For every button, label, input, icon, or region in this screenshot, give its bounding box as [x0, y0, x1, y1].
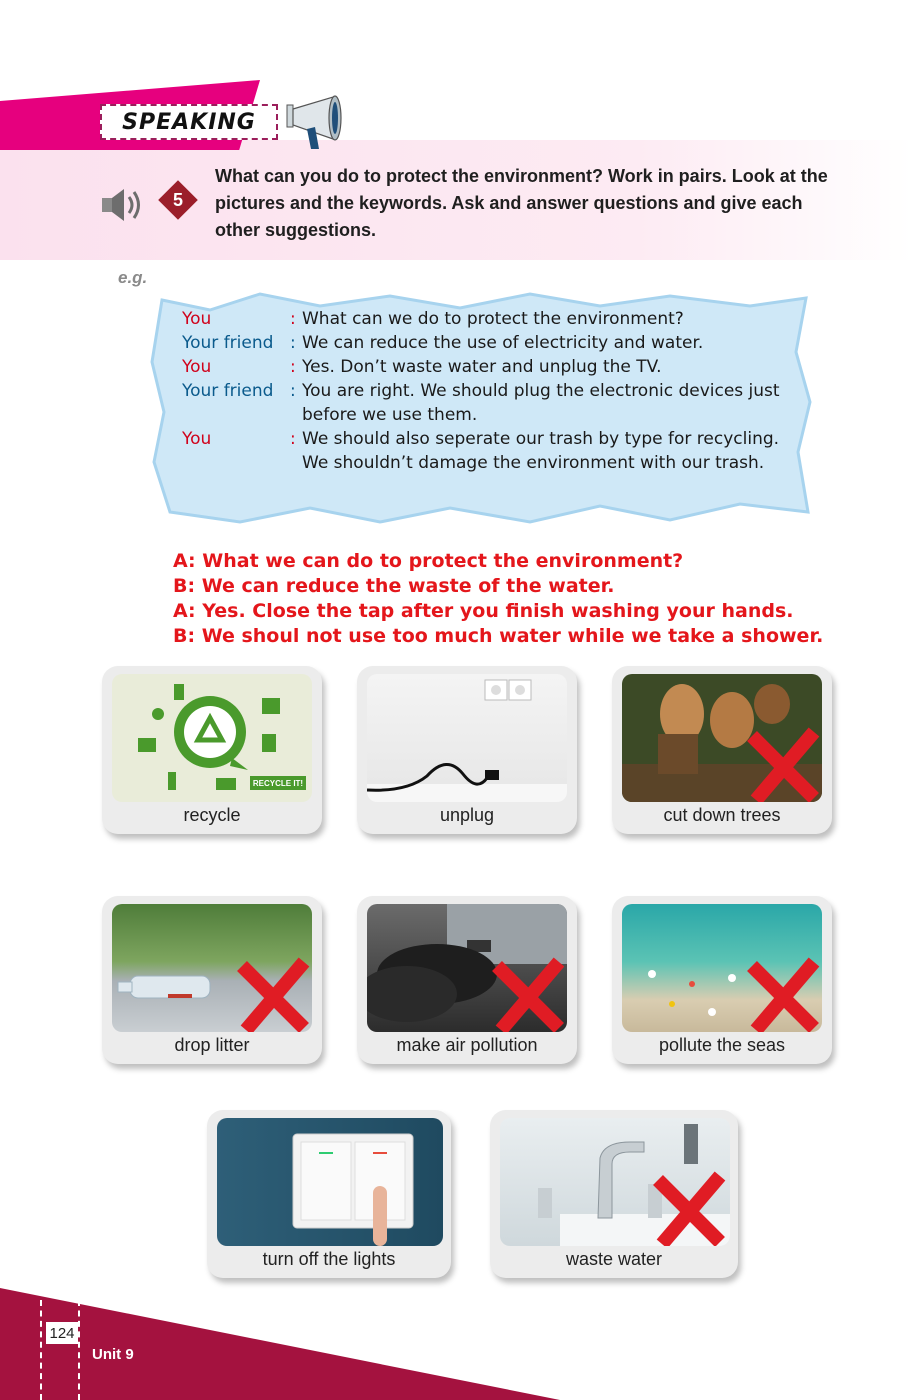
- card-caption: unplug: [439, 805, 495, 825]
- picture-card-turn-off-the-lights: [207, 1110, 451, 1278]
- cross-mark-icon: [744, 956, 822, 1032]
- footer-band: [0, 1288, 912, 1400]
- megaphone-icon: [285, 95, 355, 155]
- example-label: e.g.: [118, 268, 148, 287]
- picture-card-waste-water: [490, 1110, 738, 1278]
- card-caption: waste water: [565, 1249, 663, 1269]
- answer-line: B: We shoul not use too much water while we take a shower.: [173, 625, 824, 647]
- answer-line: A: What we can do to protect the environment?: [173, 550, 684, 572]
- picture-card-recycle: [102, 666, 322, 834]
- dialogue-line: Your friend : You are right. We should plug the electronic devices just before we use them.: [182, 379, 792, 427]
- page-number: 124: [46, 1322, 78, 1344]
- card-caption: cut down trees: [663, 805, 781, 825]
- card-caption: recycle: [183, 805, 241, 825]
- dialogue-line: You : What can we do to protect the environment?: [182, 307, 792, 331]
- card-caption: drop litter: [174, 1035, 250, 1055]
- dialogue-speaker: Your friend: [182, 381, 274, 401]
- exhaust-icon: [367, 904, 567, 1032]
- light-switch-icon: [217, 1118, 443, 1246]
- picture-card-cut-down-trees: [612, 666, 832, 834]
- exercise-number: 5: [172, 189, 183, 210]
- picture-card-make-air-pollution: [357, 896, 577, 1064]
- tree-stump-icon: [622, 674, 822, 802]
- dialogue-text: You are right. We should plug the electronic devices just before we use them.: [302, 381, 780, 425]
- sea-icon: [622, 904, 822, 1032]
- dialogue-speaker: Your friend: [182, 333, 274, 353]
- dialogue-line: You : We should also seperate our trash by type for recycling. We shouldn’t damage the environment with our trash.: [182, 427, 792, 475]
- dialogue-speaker: You: [182, 309, 212, 329]
- answer-line: B: We can reduce the waste of the water.: [173, 575, 615, 597]
- section-title: SPEAKING: [100, 104, 278, 140]
- dialogue-line: Your friend : We can reduce the use of electricity and water.: [182, 331, 792, 355]
- recycle-badge: RECYCLE IT!: [252, 779, 304, 788]
- dialogue-text: What can we do to protect the environment?: [302, 309, 684, 329]
- example-dialogue: [182, 307, 792, 475]
- card-caption: turn off the lights: [262, 1249, 396, 1269]
- picture-card-pollute-the-seas: [612, 896, 832, 1064]
- exercise-instruction: What can you do to protect the environment? Work in pairs. Look at the pictures and the keywords. Ask and answer questions and give each other suggestions.: [215, 166, 828, 240]
- answer-line: A: Yes. Close the tap after you finish washing your hands.: [173, 600, 794, 622]
- dialogue-text: We should also seperate our trash by type for recycling. We shouldn’t damage the environment with our trash.: [302, 429, 780, 473]
- student-answers: [173, 549, 893, 649]
- picture-card-drop-litter: [102, 896, 322, 1064]
- picture-card-unplug: [357, 666, 577, 834]
- dialogue-speaker: You: [182, 357, 212, 377]
- dialogue-speaker: You: [182, 429, 212, 449]
- exercise-number-badge: [158, 180, 198, 220]
- cross-mark-icon: [489, 956, 567, 1032]
- cross-mark-icon: [234, 956, 312, 1032]
- cross-mark-icon: [744, 726, 822, 802]
- bottle-icon: [112, 904, 312, 1032]
- card-caption: make air pollution: [396, 1035, 538, 1055]
- tap-icon: [500, 1118, 730, 1246]
- dialogue-text: Yes. Don’t waste water and unplug the TV.: [302, 357, 662, 377]
- plug-icon: [367, 674, 567, 802]
- footer-dashed-line: [40, 1300, 80, 1400]
- unit-label: Unit 9: [92, 1346, 134, 1363]
- cross-mark-icon: [650, 1170, 730, 1246]
- card-caption: pollute the seas: [658, 1035, 786, 1055]
- audio-speaker-icon[interactable]: [100, 185, 146, 225]
- dialogue-text: We can reduce the use of electricity and water.: [302, 333, 704, 353]
- recycle-icon: [112, 674, 312, 802]
- dialogue-line: You : Yes. Don’t waste water and unplug the TV.: [182, 355, 792, 379]
